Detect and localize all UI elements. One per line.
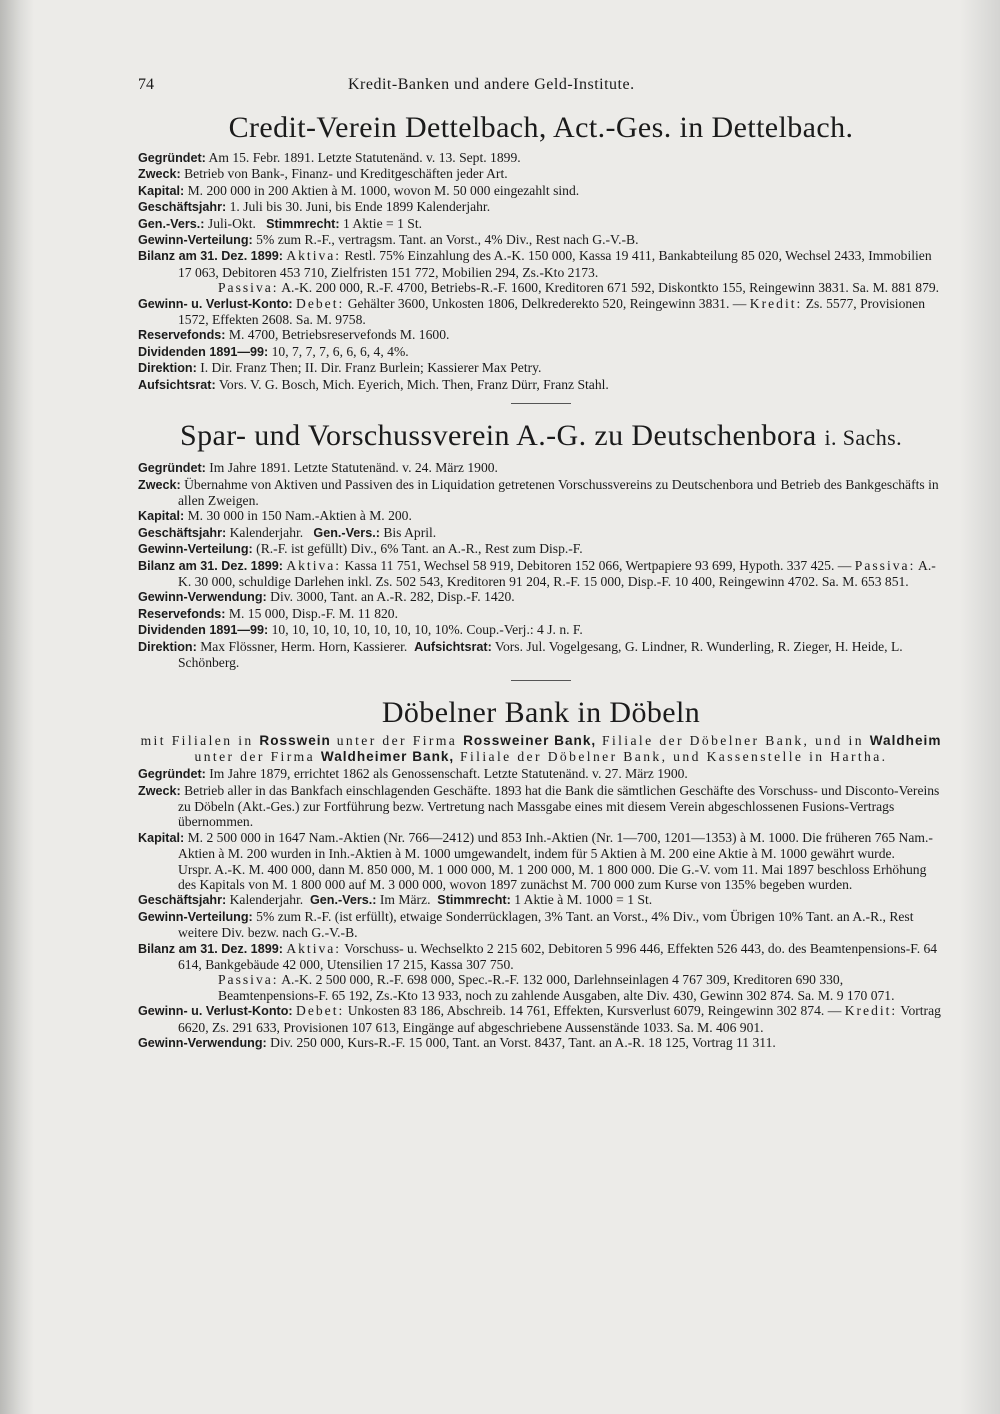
- entry-text: M. 200 000 in 200 Aktien à M. 1000, wovon M. 50 000 eingezahlt sind.: [187, 182, 580, 198]
- entry-gegruendet: [138, 766, 944, 782]
- entry-label: Zweck:: [138, 783, 181, 798]
- entry-label: Reservefonds:: [138, 328, 226, 343]
- entry-text: M. 2 500 000 in 1647 Nam.-Aktien (Nr. 766—2412) und 853 Inh.-Aktien (Nr. 1—700, 1201—1353) à M. 1000. Die früheren 765 Nam.-Aktien à M. 200 wurden in Inh.-Aktien à M. 1000 umgewandelt, indem für 5 Aktien à M. 200 eine Aktie à M. 1000 gewährt wurde.: [178, 829, 933, 862]
- entry-text: Vors. V. G. Bosch, Mich. Eyerich, Mich. Then, Franz Dürr, Franz Stahl.: [218, 376, 609, 392]
- entry-text: (R.-F. ist gefüllt) Div., 6% Tant. an A.-R., Rest zum Disp.-F.: [256, 541, 583, 557]
- section-entries: [138, 460, 944, 670]
- section-divider: [511, 403, 571, 404]
- entry-text: 5% zum R.-F., vertragsm. Tant. an Vorst., 4% Div., Rest nach G.-V.-B.: [256, 232, 639, 248]
- entry-guv: [138, 1003, 944, 1035]
- entry-label: Gewinn-Verteilung:: [138, 542, 253, 557]
- entry-label: Geschäftsjahr:: [138, 200, 227, 215]
- entry-dividenden: [138, 344, 944, 360]
- entry-kapital-history: [138, 862, 944, 893]
- entry-guv: [138, 296, 944, 328]
- entry-label: Direktion:: [138, 361, 197, 376]
- entry-label: Kapital:: [138, 830, 185, 845]
- entry-zweck: [138, 166, 944, 182]
- intro-text: unter der Firma: [194, 748, 316, 764]
- intro-text: mit Filialen in: [140, 733, 254, 749]
- entry-text: 5% zum R.-F. (ist erfüllt), etwaige Sonderrücklagen, 3% Tant. an Vorst., 4% Div., vom Übrigen 10% Tant. an A.-R., Rest weitere Div. bezw. nach G.-V.-B.: [178, 908, 914, 941]
- entry-geschaeftsjahr: [138, 892, 944, 908]
- entry-keyword: Aktiva:: [286, 940, 342, 956]
- entry-label: Geschäftsjahr:: [138, 893, 227, 908]
- entry-label: Gewinn-Verteilung:: [138, 233, 253, 248]
- entry-text: M. 4700, Betriebsreservefonds M. 1600.: [228, 327, 450, 343]
- entry-text: Kassa 11 751, Wechsel 58 919, Debitoren 152 066, Wertpapiere 93 699, Hypoth. 337 425. —: [344, 557, 852, 573]
- entry-label: Gewinn- u. Verlust-Konto:: [138, 1004, 293, 1019]
- section-spar-vorschussverein-deutschenbora: [138, 418, 944, 670]
- entry-label: Aufsichtsrat:: [414, 639, 492, 654]
- entry-gegruendet: [138, 460, 944, 476]
- entry-zweck: [138, 477, 944, 509]
- page-content: [138, 70, 944, 1052]
- entry-label: Gen.-Vers.:: [310, 893, 377, 908]
- entry-keyword: Kredit:: [844, 1003, 898, 1019]
- entry-label: Kapital:: [138, 183, 185, 198]
- entry-label: Dividenden 1891—99:: [138, 344, 269, 359]
- entry-text: 10, 10, 10, 10, 10, 10, 10, 10, 10%. Coup.-Verj.: 4 J. n. F.: [271, 622, 583, 638]
- entry-keyword: Kredit:: [749, 295, 803, 311]
- section-title: Credit-Verein Dettelbach, Act.-Ges. in Dettelbach.: [228, 111, 854, 144]
- entry-kapital: [138, 508, 944, 524]
- entry-gewinnverwendung: [138, 589, 944, 605]
- section-credit-verein-dettelbach: [138, 110, 944, 393]
- entry-text: Im Jahre 1891. Letzte Statutenänd. v. 24. März 1900.: [209, 460, 498, 476]
- intro-text: Filiale der Döbelner Bank, und Kassenstelle in Hartha.: [460, 748, 888, 764]
- entry-text: Vors. Jul. Vogelgesang, G. Lindner, R. Wunderling, R. Zieger, H. Heide, L. Schönberg.: [178, 638, 903, 670]
- entry-text: Vorschuss- u. Wechselkto 2 215 602, Debitoren 5 996 446, Effekten 526 443, do. des Beamtenpensions-F. 64 614, Bankgebäude 42 000, Utensilien 17 215, Kassa 307 750.: [178, 940, 938, 973]
- entry-geschaeftsjahr: [138, 525, 944, 541]
- entry-text: Am 15. Febr. 1891. Letzte Statutenänd. v. 13. Sept. 1899.: [208, 150, 521, 165]
- entry-reservefonds: [138, 327, 944, 343]
- entry-bilanz: [138, 248, 944, 280]
- entry-text: Im März.: [379, 892, 431, 908]
- entry-label: Bilanz am 31. Dez. 1899:: [138, 558, 283, 573]
- intro-text: Filiale der Döbelner Bank, und in: [601, 733, 864, 749]
- entry-label: Gegründet:: [138, 151, 206, 165]
- entry-keyword: Passiva:: [218, 280, 279, 296]
- section-entries: [138, 150, 944, 393]
- entry-kapital: [138, 183, 944, 199]
- entry-label: Bilanz am 31. Dez. 1899:: [138, 249, 283, 264]
- entry-text: A.-K. 200 000, R.-F. 4700, Betriebs-R.-F. 1600, Kreditoren 671 592, Diskontkto 155, Reingewinn 3831. Sa. M. 881 879.: [281, 280, 940, 296]
- entry-label: Gewinn-Verwendung:: [138, 590, 267, 605]
- entry-text: Übernahme von Aktiven und Passiven des in Liquidation getretenen Vorschussvereins zu Deutschenbora und Betrieb des Bankgeschäfts in allen Zweigen.: [178, 476, 939, 508]
- entry-text: Kalenderjahr.: [229, 892, 304, 908]
- entry-text: Restl. 75% Einzahlung des A.-K. 150 000, Kassa 19 411, Bankabteilung 85 020, Wechsel 2433, Immobilien 17 063, Debitoren 453 710, Zielfristen 151 772, Mobilien 294, Zs.-Kto 2173.: [178, 248, 932, 280]
- entry-label: Reservefonds:: [138, 606, 226, 621]
- entry-kapital: [138, 830, 944, 862]
- entry-text: 10, 7, 7, 7, 6, 6, 6, 4, 4%.: [271, 343, 409, 359]
- entry-label: Aufsichtsrat:: [138, 377, 216, 392]
- section-intro: [138, 733, 944, 764]
- entry-label: Stimmrecht:: [437, 893, 511, 908]
- entry-text: Vortrag 6620, Zs. 291 633, Provisionen 107 613, Eingänge auf abgeschriebene Aussenstände 1033. Sa. M. 406 901.: [178, 1003, 941, 1035]
- entry-text: A.-K. 2 500 000, R.-F. 698 000, Spec.-R.-F. 132 000, Darlehnseinlagen 4 767 309, Kreditoren 690 330, Beamtenpensions-F. 65 192, Zs.-Kto 13 933, noch zu zahlende Ausgaben, alte Div. 430, Gewinn 302 874. Sa. M. 9 170 071.: [218, 972, 895, 1003]
- entry-bilanz: [138, 941, 944, 973]
- entry-label: Zweck:: [138, 167, 181, 182]
- entry-text: Betrieb aller in das Bankfach einschlagenden Geschäfte. 1893 hat die Bank die sämtlichen Geschäfte des Vorschuss- und Disconto-Vereins zu Döbeln (Akt.-Ges.) zur Fortführung bezw. Vertretung nach Massgabe eines mit diesem Verein abgeschlossenen Fusions-Vertrags übernommen.: [178, 782, 940, 830]
- entry-reservefonds: [138, 606, 944, 622]
- entry-keyword: Aktiva:: [286, 248, 342, 264]
- entry-text: Juli-Okt.: [207, 215, 256, 231]
- section-title-suffix: i. Sachs.: [824, 425, 902, 451]
- entry-text: Kalenderjahr.: [229, 524, 304, 540]
- entry-label: Gewinn- u. Verlust-Konto:: [138, 296, 293, 311]
- entry-keyword: Aktiva:: [286, 557, 342, 573]
- entry-label: Gegründet:: [138, 461, 206, 476]
- entry-label: Gegründet:: [138, 767, 206, 782]
- entry-text: Div. 250 000, Kurs-R.-F. 15 000, Tant. an Vorst. 8437, Tant. an A.-R. 18 125, Vortrag 11 311.: [270, 1035, 776, 1051]
- entry-label: Zweck:: [138, 477, 181, 492]
- section-title: Döbelner Bank in Döbeln: [381, 696, 701, 730]
- section-divider: [511, 680, 571, 681]
- entry-text: Bis April.: [383, 524, 437, 540]
- entry-bilanz-passiva: [138, 280, 944, 295]
- entry-geschaeftsjahr: [138, 199, 944, 215]
- intro-firm: Rossweiner Bank,: [463, 733, 597, 749]
- entry-text: Max Flössner, Herm. Horn, Kassierer.: [200, 638, 408, 654]
- entry-keyword: Debet:: [296, 295, 345, 311]
- entry-text: 1 Aktie = 1 St.: [342, 215, 423, 231]
- entry-bilanz: [138, 558, 944, 590]
- page-edge-shadow: [960, 0, 1000, 1414]
- entry-keyword: Passiva:: [218, 972, 279, 988]
- entry-keyword: Debet:: [296, 1003, 345, 1019]
- entry-label: Bilanz am 31. Dez. 1899:: [138, 941, 283, 956]
- section-doebelner-bank: [138, 695, 944, 1051]
- entry-text: M. 30 000 in 150 Nam.-Aktien à M. 200.: [187, 508, 412, 524]
- entry-text: I. Dir. Franz Then; II. Dir. Franz Burlein; Kassierer Max Petry.: [200, 360, 542, 376]
- entry-label: Dividenden 1891—99:: [138, 623, 269, 638]
- entry-keyword: Passiva:: [854, 557, 916, 573]
- entry-text: 1. Juli bis 30. Juni, bis Ende 1899 Kalenderjahr.: [229, 199, 491, 215]
- entry-text: Gehälter 3600, Unkosten 1806, Delkrederekto 520, Reingewinn 3831. —: [347, 295, 747, 311]
- intro-place: Waldheim: [869, 733, 942, 749]
- entry-genvers: [138, 216, 944, 232]
- entry-label: Stimmrecht:: [266, 216, 340, 231]
- section-title: [138, 418, 944, 456]
- intro-firm: Waldheimer Bank,: [320, 748, 455, 764]
- entry-aufsichtsrat: [138, 377, 944, 393]
- entry-label: Gen.-Vers.:: [313, 525, 380, 540]
- entry-gewinnverteilung: [138, 232, 944, 248]
- entry-label: Kapital:: [138, 509, 185, 524]
- entry-text: Urspr. A.-K. M. 400 000, dann M. 850 000, M. 1 000 000, M. 1 200 000, M. 1 800 000. Die G.-V. vom 11. Mai 1897 beschloss Erhöhung des Kapitals von M. 1 800 000 auf M. 3 000 000, wovon 1897 zunächst M. 700 000 zum Kurse von 135% begeben wurden.: [178, 861, 927, 893]
- entry-text: Betrieb von Bank-, Finanz- und Kreditgeschäften jeder Art.: [184, 166, 508, 182]
- running-head: [138, 70, 944, 100]
- entry-direktion: [138, 639, 944, 671]
- page-number: 74: [138, 76, 154, 93]
- entry-text: Unkosten 83 186, Abschreib. 14 761, Effekten, Kursverlust 6079, Reingewinn 302 874. —: [347, 1003, 842, 1019]
- entry-text: Div. 3000, Tant. an A.-R. 282, Disp.-F. 1420.: [270, 589, 515, 605]
- section-entries: [138, 766, 944, 1051]
- entry-bilanz-passiva: [138, 972, 944, 1003]
- entry-zweck: [138, 783, 944, 830]
- entry-direktion: [138, 360, 944, 376]
- entry-gewinnverteilung: [138, 909, 944, 941]
- entry-text: Zs. 5577, Provisionen 1572, Effekten 2608. Sa. M. 9758.: [178, 295, 926, 328]
- entry-gewinnverwendung: [138, 1035, 944, 1051]
- entry-text: A.-K. 30 000, schuldige Darlehen inkl. Zs. 502 543, Kreditoren 91 204, R.-F. 15 000, Disp.-F. 10 400, Reingewinn 4702. Sa. M. 653 851.: [178, 557, 936, 589]
- entry-text: M. 15 000, Disp.-F. M. 11 820.: [228, 605, 399, 621]
- entry-gegruendet: [138, 150, 944, 166]
- entry-text: Im Jahre 1879, errichtet 1862 als Genossenschaft. Letzte Statutenänd. v. 27. März 1900.: [209, 766, 688, 782]
- entry-label: Geschäftsjahr:: [138, 525, 227, 540]
- entry-dividenden: [138, 622, 944, 638]
- entry-label: Gewinn-Verwendung:: [138, 1036, 267, 1051]
- entry-label: Gewinn-Verteilung:: [138, 909, 253, 924]
- intro-text: unter der Firma: [336, 733, 458, 749]
- entry-gewinnverteilung: [138, 541, 944, 557]
- running-title: Kredit-Banken und andere Geld-Institute.: [348, 76, 635, 93]
- page-binding-shadow: [0, 0, 34, 1414]
- entry-label: Gen.-Vers.:: [138, 216, 205, 231]
- entry-text: 1 Aktie à M. 1000 = 1 St.: [514, 892, 653, 908]
- section-title-main: Spar- und Vorschussverein A.-G. zu Deutschenbora: [180, 419, 817, 453]
- intro-place: Rosswein: [259, 733, 331, 749]
- entry-label: Direktion:: [138, 639, 197, 654]
